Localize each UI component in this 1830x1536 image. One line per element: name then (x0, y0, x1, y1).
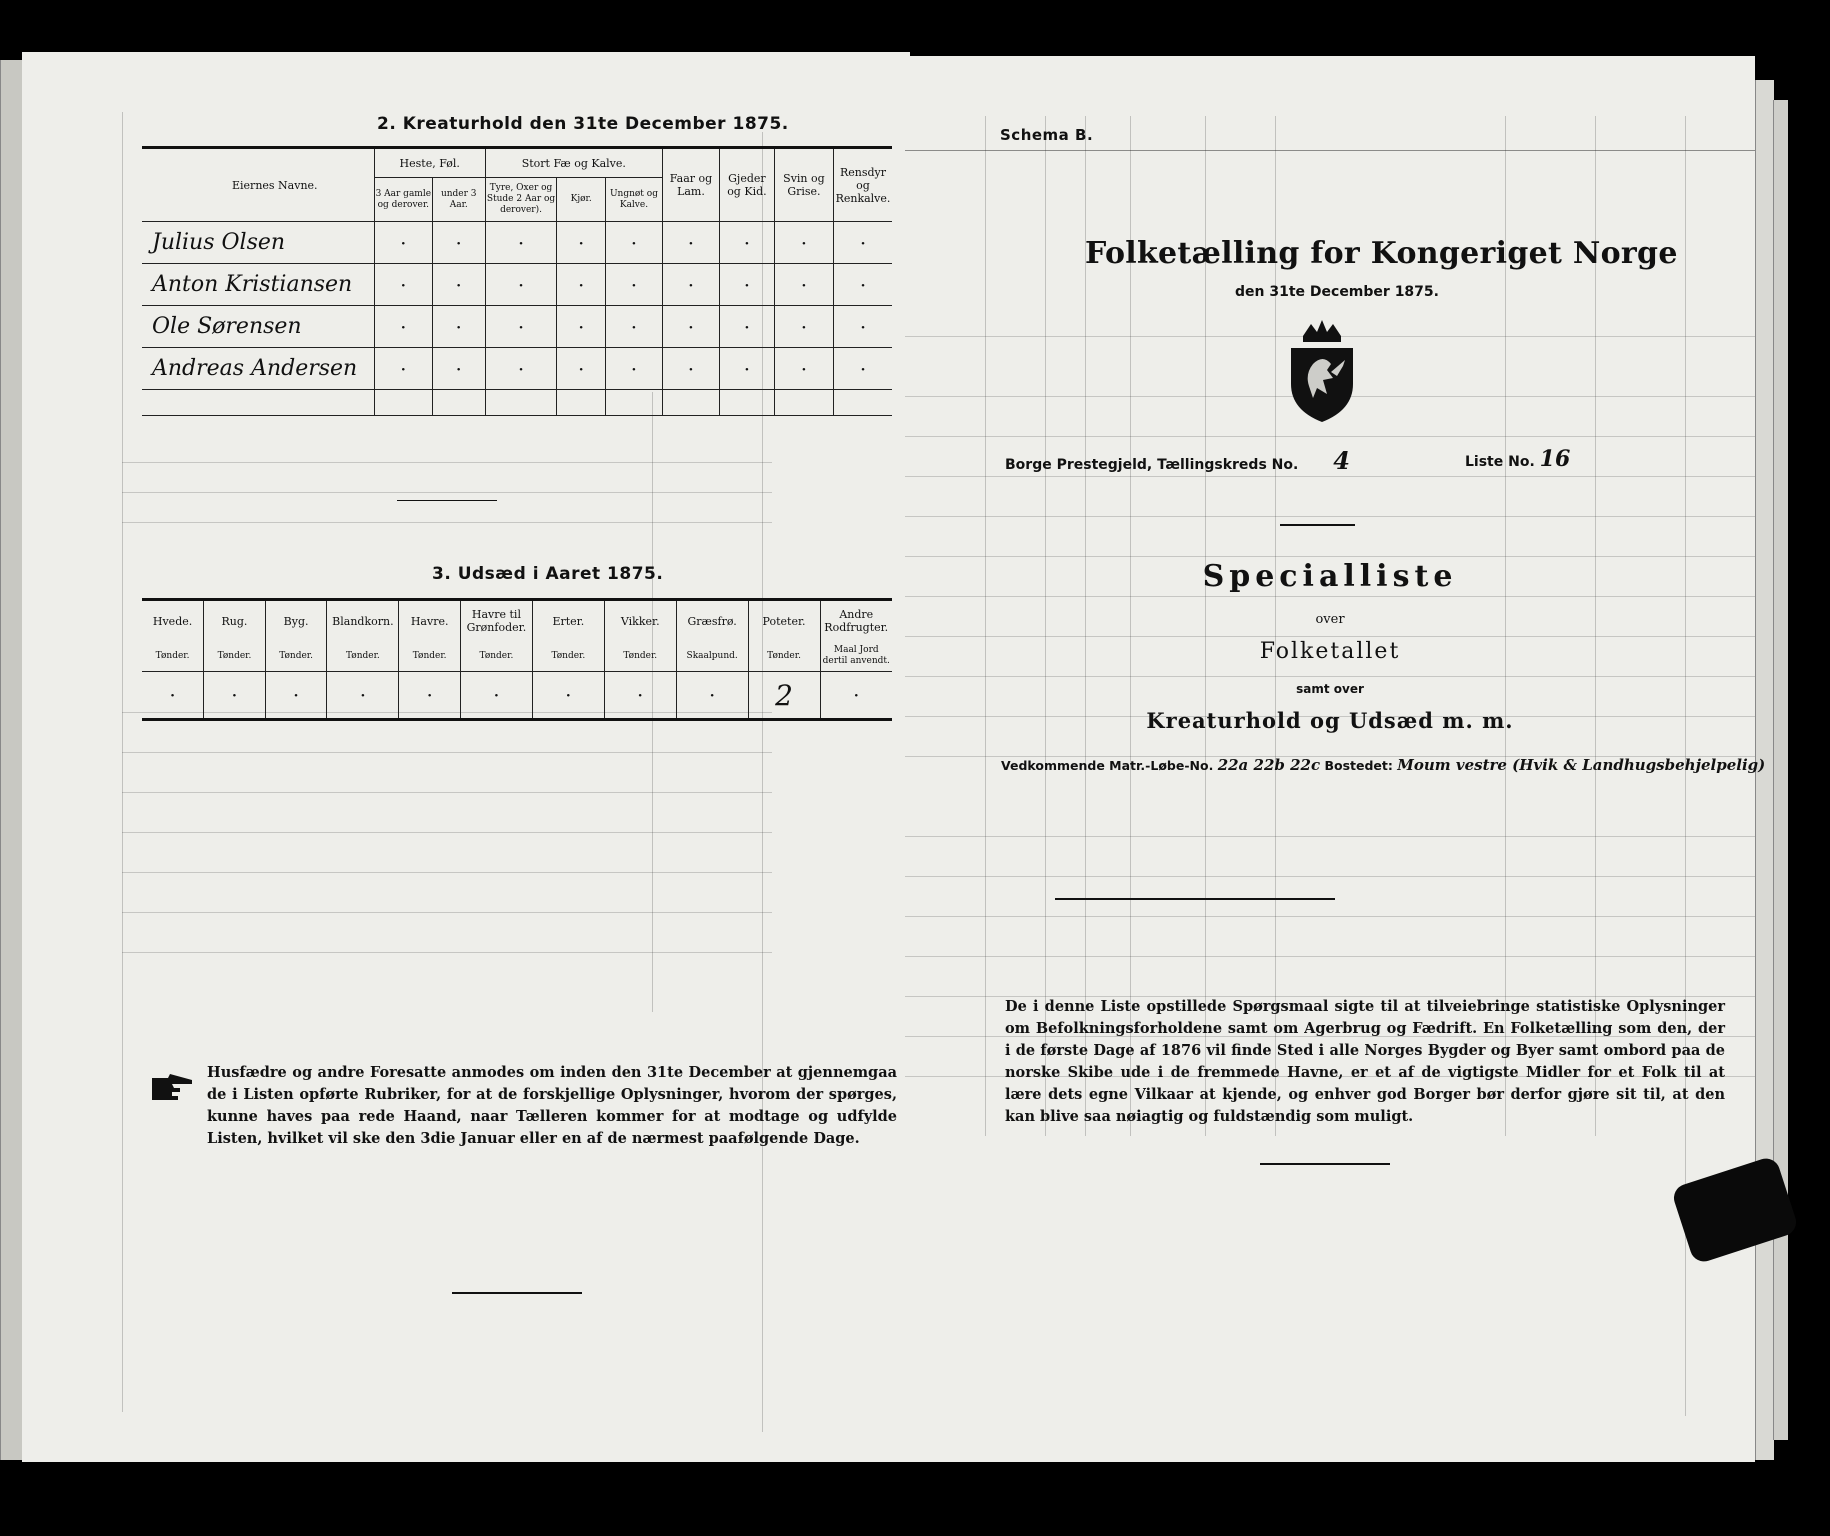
empty-cell (432, 390, 485, 416)
livestock-cell: · (374, 348, 432, 390)
livestock-cell: · (605, 348, 662, 390)
young-cattle-header: Ungnøt og Kalve. (605, 178, 662, 222)
empty-cell (485, 390, 557, 416)
seed-unit: Tønder. (460, 642, 532, 672)
bulls-header: Tyre, Oxer og Stude 2 Aar og derover). (485, 178, 557, 222)
bosted-label: Bostedet: (1324, 758, 1393, 773)
livestock-cell: · (833, 306, 892, 348)
document-subtitle: den 31te December 1875. (1235, 284, 1439, 300)
section2-title: 2. Kreaturhold den 31te December 1875. (377, 114, 789, 134)
seed-value: · (142, 672, 204, 720)
bleed-line (905, 516, 1755, 517)
bleed-line (905, 150, 1755, 151)
bleed-line (122, 912, 772, 913)
bleed-line (122, 492, 772, 493)
bleed-line (122, 112, 123, 1412)
seed-unit: Skaalpund. (676, 642, 748, 672)
livestock-cell: · (485, 306, 557, 348)
seed-value: · (532, 672, 604, 720)
cattle-header: Stort Fæ og Kalve. (485, 148, 662, 178)
table-row (142, 222, 892, 264)
seed-unit: Tønder. (748, 642, 820, 672)
bleed-line (905, 596, 1755, 597)
separator (1280, 524, 1355, 526)
livestock-cell: · (662, 264, 719, 306)
section3-title: 3. Udsæd i Aaret 1875. (432, 564, 664, 584)
livestock-cell: · (485, 222, 557, 264)
prestegjeld-line (1005, 446, 1350, 475)
table-row (142, 306, 892, 348)
notice-text: Husfædre og andre Foresatte anmodes om inden den 31te December at gjennemgaa de i Listen opførte Rubriker, for at de forskjellige Oplysninger, hvorom der spørges, kunne haves paa rede Haand, naar Tælleren kommer for at modtage og udfylde Listen, hvilket vil ske den 3die Januar eller en af de nærmest paafølgende Dage. (207, 1064, 897, 1147)
empty-cell (142, 390, 374, 416)
seed-value: · (604, 672, 676, 720)
liste-value: 16 (1539, 446, 1571, 472)
page-edge (1773, 100, 1788, 1440)
livestock-cell: · (719, 222, 774, 264)
seed-header: Byg. (265, 600, 327, 642)
bleed-line (905, 436, 1755, 437)
seed-value: · (820, 672, 892, 720)
page-edge (0, 60, 23, 1460)
livestock-cell: · (719, 306, 774, 348)
owner-name: Ole Sørensen (142, 306, 374, 348)
livestock-cell: · (833, 222, 892, 264)
table-row (142, 348, 892, 390)
seed-unit: Tønder. (265, 642, 327, 672)
kreaturhold-heading: Kreaturhold og Udsæd m. m. (1146, 708, 1514, 733)
livestock-cell: · (432, 306, 485, 348)
seed-unit: Tønder. (142, 642, 204, 672)
samt-over-label: samt over (1296, 682, 1364, 696)
right-page (905, 56, 1766, 1462)
livestock-cell: · (662, 348, 719, 390)
livestock-cell: · (374, 306, 432, 348)
seed-value: · (460, 672, 532, 720)
livestock-cell: · (719, 264, 774, 306)
bleed-line (905, 636, 1755, 637)
livestock-cell: · (557, 222, 606, 264)
seed-value: · (327, 672, 399, 720)
horses-young-header: under 3 Aar. (432, 178, 485, 222)
livestock-cell: · (605, 306, 662, 348)
bleed-line (905, 476, 1755, 477)
norway-coat-of-arms-icon (1283, 318, 1361, 424)
livestock-cell: · (485, 264, 557, 306)
livestock-cell: · (374, 222, 432, 264)
seed-header: Havre til Grønfoder. (460, 600, 532, 642)
livestock-cell: · (774, 222, 833, 264)
seed-value: · (204, 672, 266, 720)
livestock-cell: · (374, 264, 432, 306)
separator (1055, 898, 1335, 900)
seed-header: Poteter. (748, 600, 820, 642)
separator (452, 1292, 582, 1294)
bleed-line (905, 916, 1755, 917)
livestock-cell: · (662, 222, 719, 264)
seed-unit: Tønder. (604, 642, 676, 672)
livestock-cell: · (605, 264, 662, 306)
seed-value: · (265, 672, 327, 720)
bleed-line (905, 836, 1755, 837)
bleed-line (122, 462, 772, 463)
prestegjeld-label: Prestegjeld, (1056, 457, 1153, 473)
seed-header: Græsfrø. (676, 600, 748, 642)
table-row (142, 390, 892, 416)
bleed-line (905, 556, 1755, 557)
explanation-paragraph: De i denne Liste opstillede Spørgsmaal sigte til at tilveiebringe statistiske Oplysninger om Befolkningsforholdene samt om Agerbrug og Fædrift. En Folketælling som den, der i de første Dage af 1876 vil finde Sted i alle Norges Bygder og Byer samt ombord paa de norske Skibe ude i de fremmede Havne, er et af de vigtigste Midler for et Folk til at lære dets egne Vilkaar at kjende, og enhver god Borger bør derfor gjøre sit til, at den kan blive saa nøiagtig og fuldstændig som muligt. (1005, 998, 1725, 1125)
bleed-line (905, 676, 1755, 677)
owner-name: Anton Kristiansen (142, 264, 374, 306)
seed-unit: Maal Jord dertil anvendt. (820, 642, 892, 672)
seed-header: Havre. (399, 600, 461, 642)
horses-header: Heste, Føl. (374, 148, 485, 178)
livestock-rows (142, 222, 892, 416)
seed-header: Hvede. (142, 600, 204, 642)
matr-label: Vedkommende Matr.-Løbe-No. (1001, 758, 1214, 773)
seed-header: Blandkorn. (327, 600, 399, 642)
bosted-value: Moum vestre (Hvik & Landhugsbehjelpelig) (1397, 756, 1766, 774)
empty-cell (719, 390, 774, 416)
goats-header: Gjeder og Kid. (719, 148, 774, 222)
separator (1260, 1163, 1390, 1165)
livestock-cell: · (485, 348, 557, 390)
left-page (22, 52, 910, 1462)
livestock-cell: · (833, 348, 892, 390)
seed-header: Vikker. (604, 600, 676, 642)
livestock-cell: · (774, 264, 833, 306)
livestock-cell: · (774, 306, 833, 348)
matr-line (1001, 756, 1765, 774)
bleed-line (122, 872, 772, 873)
specialliste-heading: Specialliste (1202, 559, 1458, 594)
livestock-cell: · (557, 264, 606, 306)
folketallet-heading: Folketallet (1259, 639, 1401, 664)
document-title: Folketælling for Kongeriget Norge (1085, 236, 1678, 271)
pigs-header: Svin og Grise. (774, 148, 833, 222)
seed-unit: Tønder. (532, 642, 604, 672)
over-label: over (1315, 612, 1345, 627)
owner-name: Andreas Andersen (142, 348, 374, 390)
bleed-line (122, 522, 772, 523)
livestock-table (142, 146, 892, 416)
bleed-line (122, 832, 772, 833)
seed-table (142, 598, 892, 721)
kreds-label: Tællingskreds No. (1157, 457, 1299, 473)
sheep-header: Faar og Lam. (662, 148, 719, 222)
livestock-cell: · (833, 264, 892, 306)
livestock-cell: · (774, 348, 833, 390)
liste-label: Liste No. (1465, 454, 1535, 470)
empty-cell (374, 390, 432, 416)
cows-header: Kjør. (557, 178, 606, 222)
horses-old-header: 3 Aar gamle og derover. (374, 178, 432, 222)
livestock-cell: · (557, 348, 606, 390)
pointing-hand-icon (150, 1072, 194, 1102)
seed-value: 2 (748, 672, 820, 720)
empty-cell (662, 390, 719, 416)
owner-name: Julius Olsen (142, 222, 374, 264)
livestock-cell: · (432, 222, 485, 264)
seed-unit: Tønder. (204, 642, 266, 672)
livestock-cell: · (557, 306, 606, 348)
empty-cell (833, 390, 892, 416)
schema-label: Schema B. (1000, 126, 1094, 144)
seed-header: Rug. (204, 600, 266, 642)
livestock-cell: · (605, 222, 662, 264)
bleed-line (905, 876, 1755, 877)
empty-cell (774, 390, 833, 416)
seed-value: · (399, 672, 461, 720)
livestock-cell: · (662, 306, 719, 348)
bleed-line (122, 752, 772, 753)
bleed-line (905, 956, 1755, 957)
reindeer-header: Rensdyr og Renkalve. (833, 148, 892, 222)
bleed-line (122, 792, 772, 793)
livestock-cell: · (432, 264, 485, 306)
kreds-value: 4 (1333, 446, 1350, 475)
livestock-cell: · (719, 348, 774, 390)
table-row (142, 264, 892, 306)
matr-value: 22a 22b 22c (1217, 756, 1321, 774)
livestock-cell: · (432, 348, 485, 390)
seed-value: · (676, 672, 748, 720)
empty-cell (557, 390, 606, 416)
seed-header: Andre Rodfrugter. (820, 600, 892, 642)
seed-unit: Tønder. (327, 642, 399, 672)
bleed-line (122, 952, 772, 953)
separator (397, 500, 497, 501)
prestegjeld-value: Borge (1005, 457, 1052, 473)
seed-header: Erter. (532, 600, 604, 642)
seed-unit: Tønder. (399, 642, 461, 672)
empty-cell (605, 390, 662, 416)
liste-line (1465, 446, 1570, 472)
owner-header: Eiernes Navne. (142, 148, 374, 222)
